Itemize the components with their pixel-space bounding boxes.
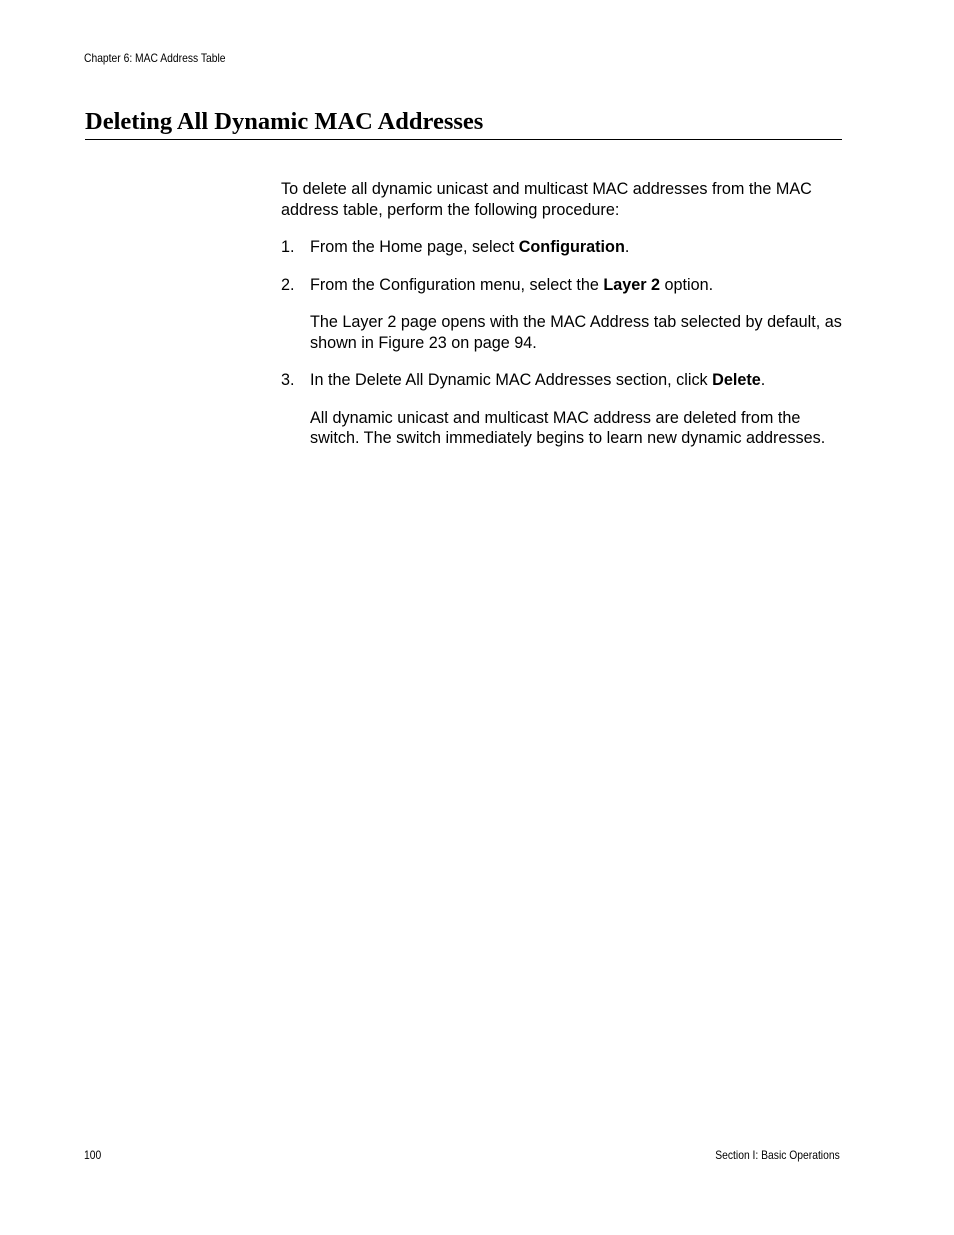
step-text: [310, 370, 846, 391]
step-number: 3.: [281, 371, 295, 389]
running-header: Chapter 6: MAC Address Table: [84, 51, 226, 65]
step-text: [310, 237, 846, 258]
procedure-step-3: [281, 370, 846, 391]
title-rule: [85, 139, 842, 140]
ui-term-delete: Delete: [712, 371, 761, 389]
step-text-lead: From the Configuration menu, select the: [310, 275, 604, 294]
step-text-tail: .: [760, 371, 766, 389]
step-3-note: All dynamic unicast and multicast MAC address are deleted from the switch. The switch immediately begins to learn new dynamic addresses.: [310, 408, 826, 447]
step-text: [310, 275, 846, 296]
step-2-note: The Layer 2 page opens with the MAC Address tab selected by default, as shown in Figure 23 on page 94.: [310, 313, 842, 352]
procedure-step-2: [281, 275, 846, 296]
ui-term-configuration: Configuration: [518, 237, 625, 256]
body-column: [281, 179, 846, 449]
step-text-lead: In the Delete All Dynamic MAC Addresses section, click: [310, 371, 713, 389]
step-number: 2.: [281, 275, 295, 294]
procedure-step-1: [281, 237, 846, 258]
ui-term-layer-2: Layer 2: [603, 275, 661, 294]
step-text-tail: option.: [660, 275, 714, 294]
intro-paragraph: To delete all dynamic unicast and multicast MAC addresses from the MAC address table, perform the following procedure:: [281, 180, 812, 219]
section-title: Deleting All Dynamic MAC Addresses: [85, 108, 484, 135]
step-text-tail: .: [624, 237, 630, 256]
step-text-lead: From the Home page, select: [310, 237, 519, 256]
running-footer-section: Section I: Basic Operations: [715, 1148, 840, 1162]
page-number: 100: [84, 1148, 102, 1162]
step-number: 1.: [281, 237, 295, 256]
